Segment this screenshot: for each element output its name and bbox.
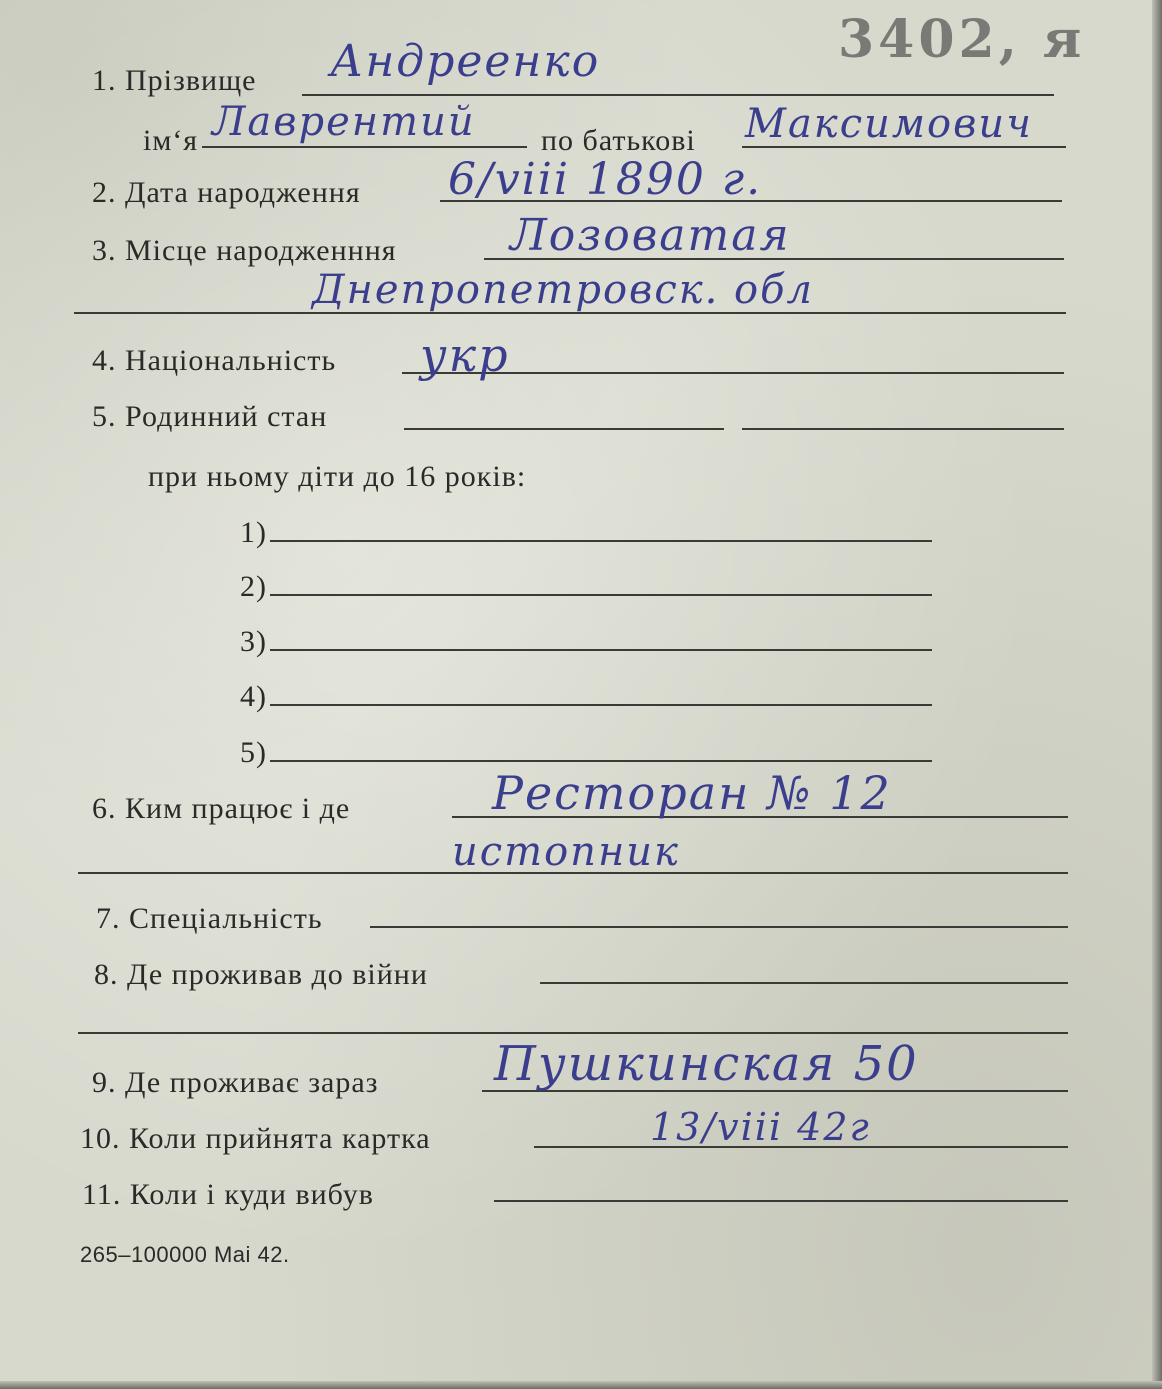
card-accepted-value: 13/viii 42г — [650, 1105, 871, 1149]
specialty-line — [370, 926, 1068, 928]
card-edge-bottom — [0, 1381, 1162, 1389]
prewar-address-label: 8. Де проживав до війни — [94, 958, 428, 991]
departure-label: 11. Коли і куди вибув — [82, 1178, 374, 1211]
child-line — [270, 704, 932, 706]
marital-status-label: 5. Родинний стан — [92, 400, 328, 433]
child-number: 2) — [240, 570, 267, 603]
surname-line — [302, 94, 1054, 96]
child-number: 3) — [240, 625, 267, 658]
marital-status-line-b — [742, 428, 1064, 430]
child-line — [270, 594, 932, 596]
child-line — [270, 649, 932, 651]
birth-date-value: 6/viii 1890 г. — [448, 154, 763, 205]
first-name-line — [202, 146, 527, 148]
birth-place-value-1: Лозоватая — [510, 210, 791, 261]
first-name-value: Лаврентий — [212, 99, 476, 145]
birth-place-value-2: Днепропетровск. обл — [312, 267, 815, 313]
work-label: 6. Ким працює і де — [92, 792, 351, 825]
departure-line — [494, 1200, 1068, 1202]
prewar-address-line-2 — [78, 1032, 1068, 1034]
birth-place-label: 3. Місце народженння — [92, 234, 397, 267]
nationality-label: 4. Національність — [92, 344, 337, 377]
card-number-stamp: 3402, я — [838, 9, 1086, 70]
work-value-2: истопник — [452, 829, 680, 875]
child-number: 4) — [240, 680, 267, 713]
patronymic-value: Максимович — [745, 101, 1034, 147]
card-edge-right — [1152, 0, 1162, 1389]
child-number: 1) — [240, 516, 267, 549]
patronymic-label: по батькові — [541, 124, 696, 157]
child-number: 5) — [240, 736, 267, 769]
birth-date-label: 2. Дата народження — [92, 176, 361, 209]
first-name-label: ім‘я — [143, 124, 199, 157]
print-run-footer: 265–100000 Mai 42. — [80, 1242, 290, 1267]
marital-status-line-a — [404, 428, 724, 430]
child-line — [270, 760, 932, 762]
children-label: при ньому діти до 16 років: — [148, 460, 527, 493]
surname-value: Андреенко — [330, 36, 601, 87]
card-accepted-label: 10. Коли прийнята картка — [80, 1122, 431, 1155]
child-line — [270, 540, 932, 542]
current-address-value: Пушкинская 50 — [494, 1036, 919, 1092]
work-value-1: Ресторан № 12 — [492, 766, 892, 820]
specialty-label: 7. Спеціальність — [96, 902, 323, 935]
current-address-label: 9. Де проживає зараз — [92, 1066, 379, 1099]
nationality-value: укр — [420, 328, 510, 382]
prewar-address-line — [540, 982, 1068, 984]
surname-label: 1. Прізвище — [92, 64, 257, 97]
